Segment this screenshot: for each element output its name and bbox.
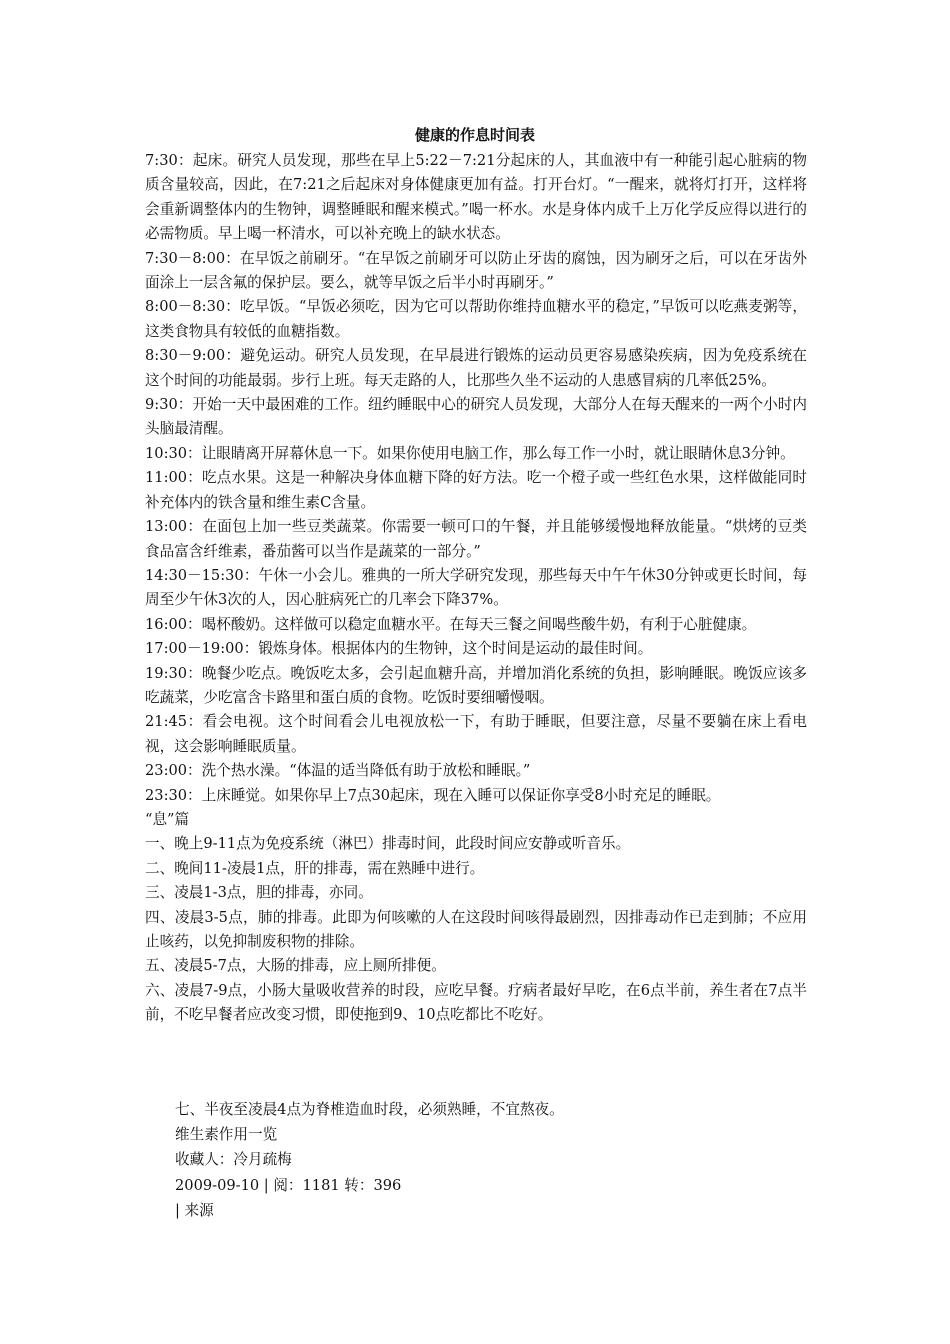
schedule-paragraph: 8:30－9:00：避免运动。研究人员发现，在早晨进行锻炼的运动员更容易感染疾病，因为免疫系统在这个时间的功能最弱。步行上班。每天走路的人，比那些久坐不运动的人患感冒病的几率低25%。: [145, 347, 807, 389]
document-title: 健康的作息时间表: [414, 126, 535, 144]
schedule-paragraph: 10:30：让眼睛离开屏幕休息一下。如果你使用电脑工作，那么每工作一小时，就让眼睛休息3分钟。: [145, 444, 795, 462]
rest-item: 五、凌晨5-7点，大肠的排毒，应上厕所排便。: [145, 957, 446, 975]
schedule-paragraph: 7:30：起床。研究人员发现，那些在早上5:22－7:21分起床的人，其血液中有一种能引起心脏病的物质含量较高，因此，在7:21之后起床对身体健康更加有益。打开台灯。“一醒来，就将灯打开，这样将会重新调整体内的生物钟，调整睡眠和醒来模式。”喝一杯水。水是身体内成千上万化学反应得以进行的必需物质。早上喝一杯清水，可以补充晚上的缺水状态。: [145, 152, 807, 243]
source-link[interactable]: | 来源: [175, 1201, 214, 1219]
collector-line: 收藏人：冷月疏梅: [175, 1151, 292, 1169]
schedule-paragraph: 14:30－15:30：午休一小会儿。雅典的一所大学研究发现，那些每天中午午休30分钟或更长时间，每周至少午休3次的人，因心脏病死亡的几率会下降37%。: [145, 566, 807, 609]
document-body: [145, 149, 807, 1028]
rest-item-seven: 七、半夜至凌晨4点为脊椎造血时段，必须熟睡，不宜熬夜。: [175, 1101, 564, 1118]
rest-item: 四、凌晨3-5点，肺的排毒。此即为何咳嗽的人在这段时间咳得最剧烈，因排毒动作已走到肺；不应用止咳药，以免抑制废积物的排除。: [145, 908, 807, 950]
vitamin-link[interactable]: 维生素作用一览: [175, 1126, 278, 1144]
schedule-paragraph: 23:30：上床睡觉。如果你早上7点30起床，现在入睡可以保证你享受8小时充足的睡眠。: [145, 786, 721, 804]
schedule-paragraph: 13:00：在面包上加一些豆类蔬菜。你需要一顿可口的午餐，并且能够缓慢地释放能量。“烘烤的豆类食品富含纤维素，番茄酱可以当作是蔬菜的一部分。”: [145, 518, 807, 560]
rest-item: 六、凌晨7-9点，小肠大量吸收营养的时段，应吃早餐。疗病者最好早吃，在6点半前，养生者在7点半前，不吃早餐者应改变习惯，即使拖到9、10点吃都比不吃好。: [145, 981, 807, 1024]
schedule-paragraph: 7:30－8:00：在早饭之前刷牙。“在早饭之前刷牙可以防止牙齿的腐蚀，因为刷牙之后，可以在牙齿外面涂上一层含氟的保护层。要么，就等早饭之后半小时再刷牙。”: [145, 249, 807, 292]
post-meta: 2009-09-10 | 阅：1181 转：396: [175, 1176, 402, 1194]
schedule-paragraph: 16:00：喝杯酸奶。这样做可以稳定血糖水平。在每天三餐之间喝些酸牛奶，有利于心脏健康。: [145, 615, 757, 633]
schedule-paragraph: 19:30：晚餐少吃点。晚饭吃太多，会引起血糖升高，并增加消化系统的负担，影响睡眠。晚饭应该多吃蔬菜，少吃富含卡路里和蛋白质的食物。吃饭时要细嚼慢咽。: [145, 664, 807, 706]
schedule-paragraph: 8:00－8:30：吃早饭。“早饭必须吃，因为它可以帮助你维持血糖水平的稳定，”早饭可以吃燕麦粥等，这类食物具有较低的血糖指数。: [145, 298, 807, 340]
document-footer: [175, 1097, 795, 1223]
schedule-paragraph: 9:30：开始一天中最困难的工作。纽约睡眠中心的研究人员发现，大部分人在每天醒来的一两个小时内头脑最清醒。: [145, 396, 807, 438]
schedule-paragraph: 23:00：洗个热水澡。“体温的适当降低有助于放松和睡眠。”: [145, 762, 531, 780]
schedule-paragraph: 11:00：吃点水果。这是一种解决身体血糖下降的好方法。吃一个橙子或一些红色水果，这样做能同时补充体内的铁含量和维生素C含量。: [145, 469, 807, 511]
section-heading: “息”篇: [145, 810, 190, 828]
rest-item: 一、晚上9-11点为免疫系统（淋巴）排毒时间，此段时间应安静或听音乐。: [145, 835, 631, 853]
rest-item: 二、晚间11-凌晨1点，肝的排毒，需在熟睡中进行。: [145, 859, 485, 877]
rest-item: 三、凌晨1-3点，胆的排毒，亦同。: [145, 884, 373, 902]
schedule-paragraph: 17:00－19:00：锻炼身体。根据体内的生物钟，这个时间是运动的最佳时间。: [145, 640, 653, 658]
schedule-paragraph: 21:45：看会电视。这个时间看会儿电视放松一下，有助于睡眠，但要注意，尽量不要躺在床上看电视，这会影响睡眠质量。: [145, 713, 807, 755]
